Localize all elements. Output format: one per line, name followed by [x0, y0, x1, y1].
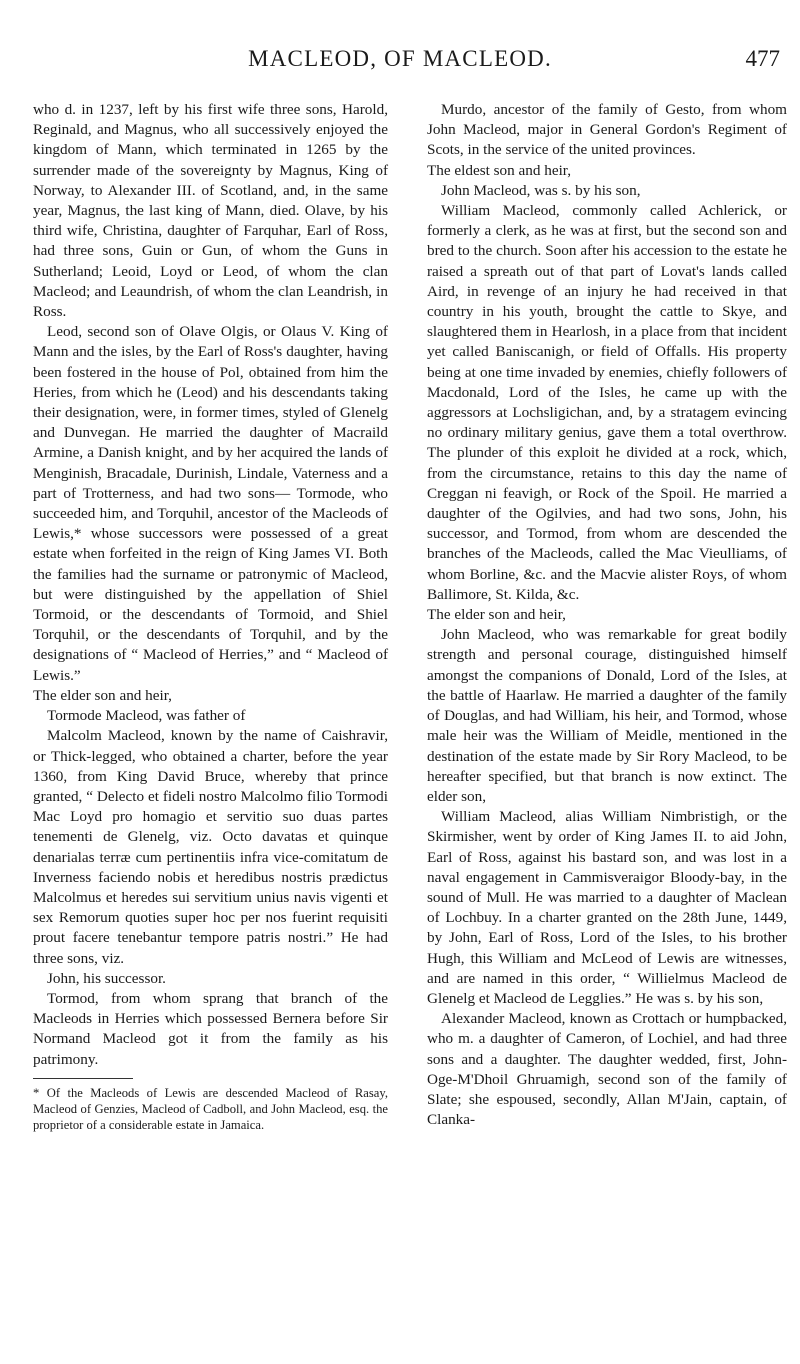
paragraph: John Macleod, was s. by his son, [441, 181, 641, 199]
left-column [33, 100, 388, 1133]
paragraph: William Macleod, alias William Nimbristigh, or the Skirmisher, went by order of King James II. to aid John, Earl of Ross, against his bastard son, and was lost in a naval engagement in Cammisveraigor Bloody-bay, in the sound of Mull. He was married to a daughter of Maclean of Lochbuy. In a charter granted on the 28th June, 1449, by John, Earl of Ross, Lord of the Isles, to his brother Hugh, this William and McLeod of Lewis are witnesses, and are named in this order, “ Willielmus Macleod de Glenelg et Macleod de Legglies.” He was s. by his son, [427, 808, 787, 1007]
paragraph: The eldest son and heir, [427, 161, 572, 179]
paragraph: John, his successor. [47, 969, 166, 987]
paragraph: William Macleod, commonly called Achlerick, or formerly a clerk, as he was at first, but the second son and bred to the church. Soon after his accession to the estate he raised a spreath out of that part of Lovat's lands called Aird, in revenge of an injury he had received in that country in his youth, brought the cattle to Skye, and slaughtered them in Hearlosh, in a place from that incident yet called Baniscanigh, or field of Offalls. His property being at one time invaded by enemies, chiefly followers of Macdonald, Lord of the Isles, he came up with the aggressors at Lochsligichan, and, by a stratagem evincing no ordinary military genius, gave them a total overthrow. The plunder of this exploit he divided at a rock, which, from the circumstance, retains to this day the name of Creggan ni feavigh, or Rock of the Spoil. He married a daughter of the Ogilvies, and had two sons, John, his successor, and Tormod, from whom are descended the branches of the Macleods, called the Mac Vieulliams, of whom Borline, &c. and the Macvie alister Roys, of whom Ballimore, St. Kilda, &c. [427, 202, 787, 603]
paragraph: who d. in 1237, left by his first wife three sons, Harold, Reginald, and Magnus, who all successively enjoyed the kingdom of Mann, which terminated in 1265 by the surrender made of the sovereignty by Magnus, King of Norway, to Alexander III. of Scotland, and, in the same year, Magnus, the last king of Mann, died. Olave, by his third wife, Christina, daughter of Farquhar, Earl of Ross, had three sons, Guin or Gun, of whom the Guns in Sutherland; Leoid, Loyd or Leod, of whom the clan Macleod; and Leaundrish, of whom the clan Leandrish, in Ross. [33, 101, 388, 321]
paragraph: Tormod, from whom sprang that branch of the Macleods in Herries which possessed Bernera before Sir Normand Macleod got it from the family as his patrimony. [33, 989, 388, 1068]
paragraph: The elder son and heir, [33, 686, 172, 704]
right-column [427, 100, 787, 1130]
running-head: MACLEOD, OF MACLEOD. [248, 46, 552, 71]
paragraph: John Macleod, who was remarkable for great bodily strength and personal courage, distinguished himself amongst the companions of Donald, Lord of the Isles, at the battle of Haarlaw. He married a daughter of the family of Douglas, and had William, his heir, and Tormod, whose male heir was the William of Meidle, mentioned in the destination of the estate made by Sir Rory Macleod, to be hereafter specified, but that branch is now extinct. The elder son, [427, 626, 787, 805]
paragraph: Tormode Macleod, was father of [47, 707, 246, 725]
footnote: * Of the Macleods of Lewis are descended Macleod of Rasay, Macleod of Genzies, Macleod of Cadboll, and John Macleod, esq. the proprietor of a considerable estate in Jamaica. [33, 1085, 388, 1132]
paragraph: The elder son and heir, [427, 606, 566, 624]
paragraph: Malcolm Macleod, known by the name of Caishravir, or Thick-legged, who obtained a charter, before the year 1360, from King David Bruce, whereby that prince granted, “ Delecto et fideli nostro Malcolmo filio Tormodi Mac Loyd pro homagio et servitio suo duas partes tenementi de Glenelg, viz. Octo davatas et quinque denarialas terræ cum pertinentiis infra vice-comitatum de Inverness faciendo nobis et heredibus nostris prædictus Malcolmus et heredes sui servitium unius navis vigenti et sex Remorum quoties super hoc per nos fuerint requisiti prout facere tenebantur tempore patris nostri.” He had three sons, viz. [33, 727, 388, 967]
footnote-divider [33, 1078, 133, 1079]
paragraph: Alexander Macleod, known as Crottach or humpbacked, who m. a daughter of Cameron, of Lochiel, and had three sons and a daughter. The daughter wedded, first, John-Oge-M'Dhoil Ghruamigh, second son of the family of Slate; she espoused, secondly, Allan M'Jain, captain, of Clanka- [427, 1010, 787, 1129]
page-header [20, 44, 780, 74]
paragraph: Murdo, ancestor of the family of Gesto, from whom John Macleod, major in General Gordon's Regiment of Scots, in the service of the united provinces. [427, 101, 787, 159]
page-number: 477 [745, 46, 780, 71]
paragraph: Leod, second son of Olave Olgis, or Olaus V. King of Mann and the isles, by the Earl of Ross's daughter, having been fostered in the house of Pol, obtained from him the Heries, from which he (Leod) and his descendants taking their designation, were, in former times, styled of Glenelg and Dunvegan. He married the daughter of Macraild Armine, a Danish knight, and by her acquired the lands of Menginish, Bracadale, Durinish, Lindale, Vaterness and a part of Trotterness, and had two sons— Tormode, who succeeded him, and Torquhil, ancestor of the Macleods of Lewis,* whose successors were possessed of a great estate when forfeited in the reign of King James VI. Both the families had the surname or patronymic of Macleod, but were distinguished by the appellation of Shiel Tormoid, or the descendants of Tormoid, and Shiel Torquhil, or the descendants of Torquhil, and by the designations of “ Macleod of Herries,” and “ Macleod of Lewis.” [33, 323, 388, 684]
